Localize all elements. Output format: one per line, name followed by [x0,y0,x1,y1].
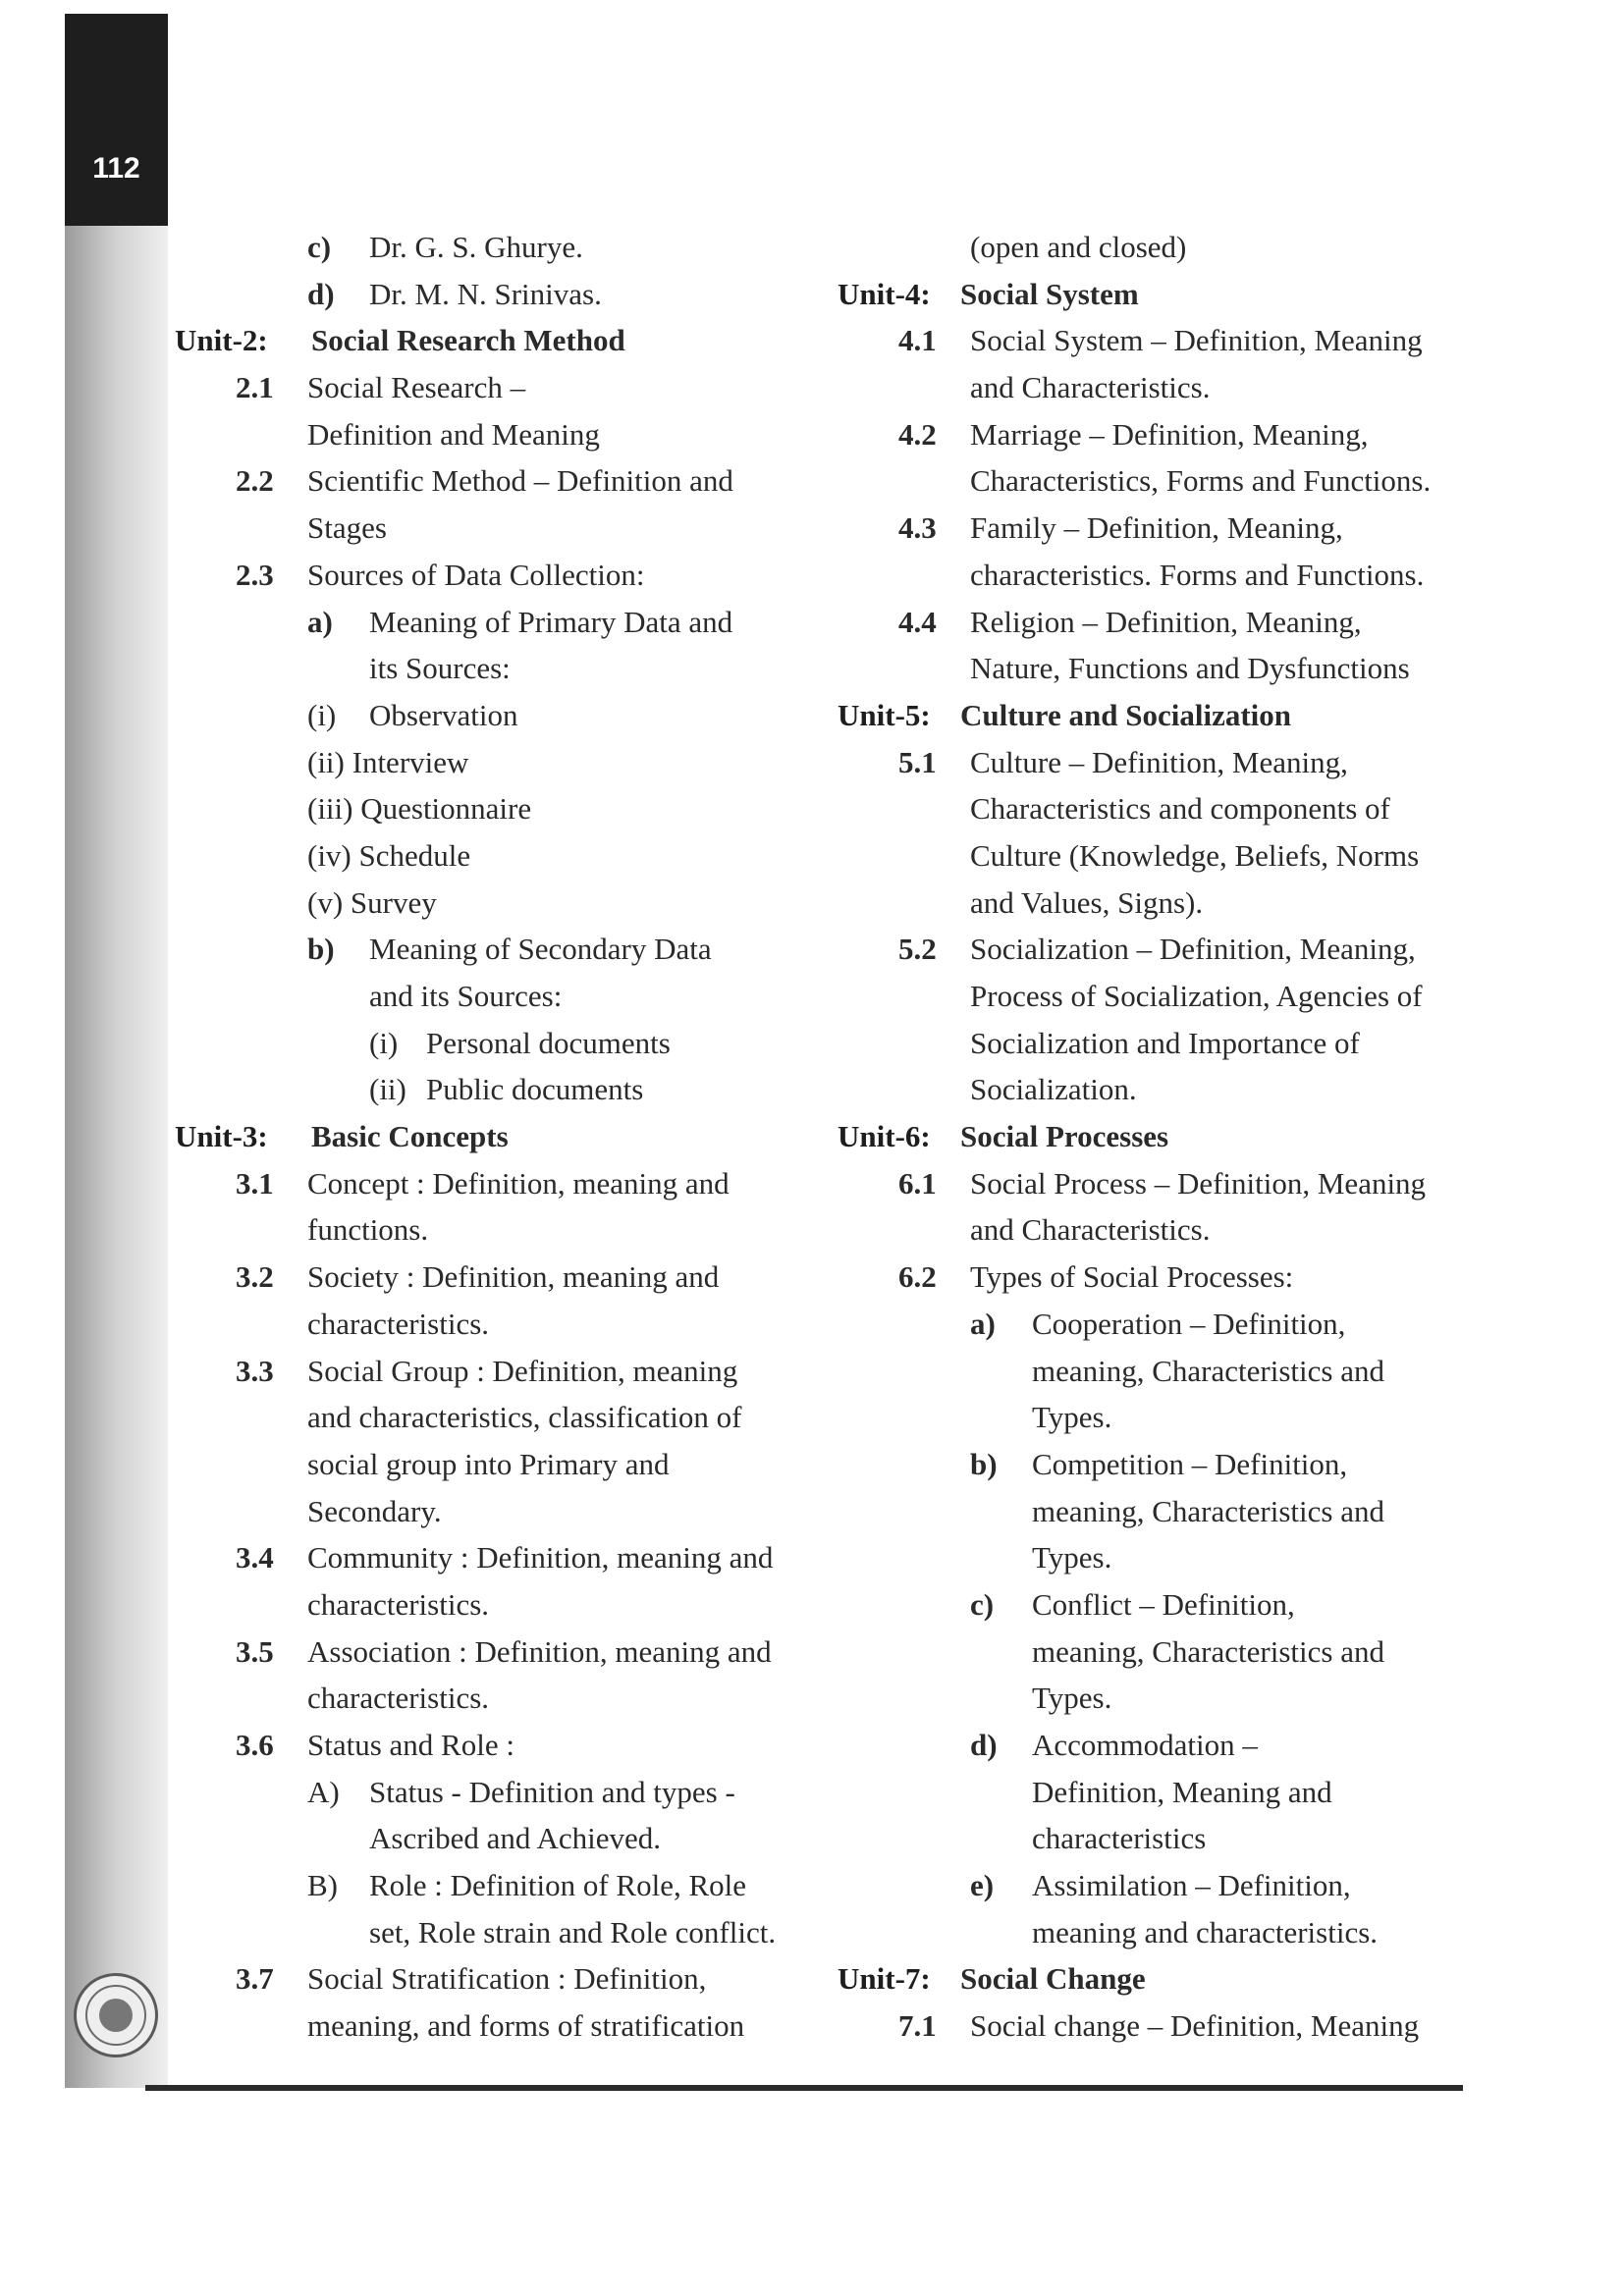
roman-item: (v) Survey [307,884,437,920]
sub-item-label: a) [307,604,333,639]
section-text-continued: Definition and Meaning [307,416,600,452]
section-text: Community : Definition, meaning and [307,1540,774,1575]
section-text-continued: and Characteristics. [970,1212,1211,1248]
outline-line [167,1301,835,1348]
section-text-continued: meaning, and forms of stratification [307,2008,745,2044]
outline-line [167,1066,835,1113]
section-number: 3.7 [236,1961,274,1997]
roman-item: (iii) Questionnaire [307,791,532,827]
sub-item-text-continued: Types. [1032,1681,1112,1716]
section-number: 4.3 [898,510,937,546]
sub-item-label: a) [970,1306,996,1341]
section-text-continued: Process of Socialization, Agencies of [970,979,1423,1013]
outline-line [167,505,835,552]
unit-title: Social Processes [960,1119,1169,1154]
sub-item-label: e) [970,1868,995,1903]
outline-line [830,1815,1497,1862]
section-text-continued: characteristics. [307,1586,490,1622]
section-number: 7.1 [898,2008,937,2044]
section-text-continued: functions. [307,1212,429,1248]
sub-item-label: c) [307,230,332,264]
outline-line [830,832,1497,880]
section-text-continued: characteristics. [307,1306,490,1341]
outline-line [830,880,1497,927]
outline-line [830,2002,1497,2050]
outline-line [830,973,1497,1020]
section-text-continued: (open and closed) [970,230,1187,264]
outline-line [167,880,835,927]
right-column [830,224,1497,2050]
section-text-continued: characteristics. Forms and Functions. [970,557,1425,592]
outline-line [167,1348,835,1395]
section-number: 3.1 [236,1165,274,1201]
section-number: 6.1 [898,1165,937,1201]
sub-item-text: Dr. G. S. Ghurye. [369,230,583,264]
sub-item-text: Meaning of Primary Data and [369,604,733,639]
nested-item-text: Public documents [426,1072,644,1107]
section-number: 3.5 [236,1633,274,1669]
outline-line [167,1206,835,1254]
sub-item-label: d) [970,1728,998,1762]
outline-line [167,832,835,880]
section-text: Socialization – Definition, Meaning, [970,932,1416,967]
sub-item-text: Cooperation – Definition, [1032,1306,1346,1341]
section-text: Religion – Definition, Meaning, [970,604,1362,639]
sub-item-text-continued: meaning and characteristics. [1032,1914,1379,1949]
sub-item-label: b) [970,1446,998,1481]
outline-line [167,1394,835,1441]
outline-line [830,364,1497,411]
nested-item-label: (ii) [369,1072,406,1107]
unit-label: Unit-5: [838,697,931,732]
outline-line [830,1581,1497,1629]
section-text: Status and Role : [307,1728,514,1762]
sub-item-label: b) [307,932,335,967]
unit-label: Unit-7: [838,1961,931,1997]
section-text-continued: characteristics. [307,1681,490,1716]
outline-line [167,1955,835,2002]
section-number: 3.2 [236,1259,274,1295]
outline-line [167,692,835,739]
outline-line [167,1629,835,1676]
unit-title: Social Research Method [311,323,625,358]
sub-item-text: Meaning of Secondary Data [369,932,712,967]
section-text-continued: Characteristics, Forms and Functions. [970,463,1432,499]
section-text: Marriage – Definition, Meaning, [970,416,1369,452]
outline-line [830,1254,1497,1301]
outline-line [830,1206,1497,1254]
outline-line [167,364,835,411]
section-text: Scientific Method – Definition and [307,463,733,499]
outline-line [830,1675,1497,1722]
outline-line [830,926,1497,973]
side-margin-bar [65,14,168,2088]
outline-line [167,1909,835,1956]
outline-line [830,1160,1497,1207]
section-text: Sources of Data Collection: [307,557,645,592]
section-text-continued: and Characteristics. [970,370,1211,405]
section-number: 4.1 [898,323,937,358]
nested-item-text: Personal documents [426,1025,671,1060]
outline-line [830,1534,1497,1581]
unit-label: Unit-3: [175,1119,268,1154]
roman-item-text: Observation [369,697,518,732]
outline-line [830,645,1497,692]
section-number: 5.2 [898,932,937,967]
sub-item-text-continued: Types. [1032,1400,1112,1435]
outline-line [167,739,835,786]
outline-line [167,1769,835,1816]
section-text: Concept : Definition, meaning and [307,1165,730,1201]
section-text: Culture – Definition, Meaning, [970,744,1348,779]
page-number-tab [65,14,168,226]
unit-label: Unit-4: [838,276,931,311]
section-number: 5.1 [898,744,937,779]
section-text: Family – Definition, Meaning, [970,510,1343,546]
unit-label: Unit-2: [175,323,268,358]
section-text-continued: Culture (Knowledge, Beliefs, Norms [970,837,1420,873]
outline-line [167,645,835,692]
section-number: 4.2 [898,416,937,452]
outline-line [830,552,1497,599]
sub-item-text: Dr. M. N. Srinivas. [369,276,602,311]
section-number: 3.3 [236,1353,274,1388]
section-text-continued: Secondary. [307,1493,442,1528]
section-number: 3.4 [236,1540,274,1575]
sub-item-text-continued: and its Sources: [369,979,563,1013]
outline-line [167,785,835,832]
outline-line [167,1581,835,1629]
bottom-rule [145,2085,1463,2091]
page-number: 112 [92,152,140,185]
outline-line [167,1488,835,1535]
nested-item-label: (i) [369,1025,399,1060]
outline-line [830,1955,1497,2002]
section-text: Association : Definition, meaning and [307,1633,772,1669]
sub-item-text: Conflict – Definition, [1032,1586,1295,1622]
sub-item-text: Assimilation – Definition, [1032,1868,1351,1903]
outline-line [830,411,1497,458]
section-text-continued: Socialization. [970,1072,1137,1107]
outline-line [830,599,1497,646]
outline-line [167,271,835,318]
outline-line [167,1441,835,1488]
emblem-seal-icon [74,1973,158,2057]
section-number: 6.2 [898,1259,937,1295]
sub-item-text-continued: Ascribed and Achieved. [369,1821,661,1856]
sub-item-text-continued: meaning, Characteristics and [1032,1633,1384,1669]
outline-line [830,1488,1497,1535]
outline-line [830,224,1497,271]
outline-line [830,1020,1497,1067]
sub-item-text: Status - Definition and types - [369,1774,735,1809]
section-text: Social Stratification : Definition, [307,1961,707,1997]
unit-title: Culture and Socialization [960,697,1292,732]
section-text-continued: Stages [307,510,387,546]
outline-line [830,1441,1497,1488]
outline-line [830,739,1497,786]
roman-item: (ii) Interview [307,744,469,779]
section-text-continued: Socialization and Importance of [970,1025,1360,1060]
roman-item-label: (i) [307,697,337,732]
section-text: Social Research – [307,370,526,405]
outline-line [167,926,835,973]
outline-line [167,1862,835,1909]
section-text: Social Process – Definition, Meaning [970,1165,1427,1201]
outline-line [167,1160,835,1207]
outline-line [830,1348,1497,1395]
sub-item-text-continued: characteristics [1032,1821,1207,1856]
roman-item: (iv) Schedule [307,837,471,873]
sub-item-text-continued: set, Role strain and Role conflict. [369,1914,777,1949]
sub-item-text-continued: Definition, Meaning and [1032,1774,1332,1809]
outline-line [167,1534,835,1581]
outline-line [830,271,1497,318]
sub-item-label: A) [307,1774,340,1809]
outline-line [830,1909,1497,1956]
section-text-continued: Nature, Functions and Dysfunctions [970,651,1410,686]
section-text: Social Group : Definition, meaning [307,1353,738,1388]
sub-item-text-continued: meaning, Characteristics and [1032,1353,1384,1388]
seal-core [99,1999,133,2032]
outline-line [830,1769,1497,1816]
outline-line [830,317,1497,364]
outline-line [167,1254,835,1301]
section-number: 2.3 [236,557,274,592]
outline-line [830,1066,1497,1113]
outline-line [830,1862,1497,1909]
section-number: 2.1 [236,370,274,405]
outline-line [167,1722,835,1769]
outline-line [830,1394,1497,1441]
outline-line [167,1675,835,1722]
sub-item-text-continued: meaning, Characteristics and [1032,1493,1384,1528]
sub-item-text-continued: its Sources: [369,651,511,686]
section-text: Social System – Definition, Meaning [970,323,1423,358]
outline-line [167,552,835,599]
outline-line [167,317,835,364]
section-text: Social change – Definition, Meaning [970,2008,1420,2044]
unit-title: Basic Concepts [311,1119,509,1154]
section-number: 3.6 [236,1728,274,1762]
section-text: Types of Social Processes: [970,1259,1294,1295]
outline-line [830,1301,1497,1348]
outline-line [830,457,1497,505]
section-text-continued: and Values, Signs). [970,884,1204,920]
unit-title: Social Change [960,1961,1146,1997]
outline-line [167,224,835,271]
outline-line [167,1113,835,1160]
section-number: 2.2 [236,463,274,499]
outline-line [830,692,1497,739]
sub-item-label: B) [307,1868,338,1903]
section-number: 4.4 [898,604,937,639]
sub-item-text: Role : Definition of Role, Role [369,1868,747,1903]
outline-line [167,411,835,458]
outline-line [830,1629,1497,1676]
outline-line [167,599,835,646]
unit-label: Unit-6: [838,1119,931,1154]
outline-line [167,973,835,1020]
outline-line [830,1722,1497,1769]
outline-line [830,785,1497,832]
section-text-continued: social group into Primary and [307,1446,670,1481]
sub-item-text: Competition – Definition, [1032,1446,1348,1481]
left-column [167,224,835,2050]
sub-item-label: d) [307,276,335,311]
outline-line [167,1815,835,1862]
sub-item-text: Accommodation – [1032,1728,1258,1762]
outline-line [830,505,1497,552]
sub-item-label: c) [970,1586,995,1622]
outline-line [167,457,835,505]
section-text-continued: Characteristics and components of [970,791,1390,827]
outline-line [830,1113,1497,1160]
section-text-continued: and characteristics, classification of [307,1400,742,1435]
section-text: Society : Definition, meaning and [307,1259,720,1295]
sub-item-text-continued: Types. [1032,1540,1112,1575]
unit-title: Social System [960,276,1139,311]
outline-line [167,1020,835,1067]
outline-line [167,2002,835,2050]
